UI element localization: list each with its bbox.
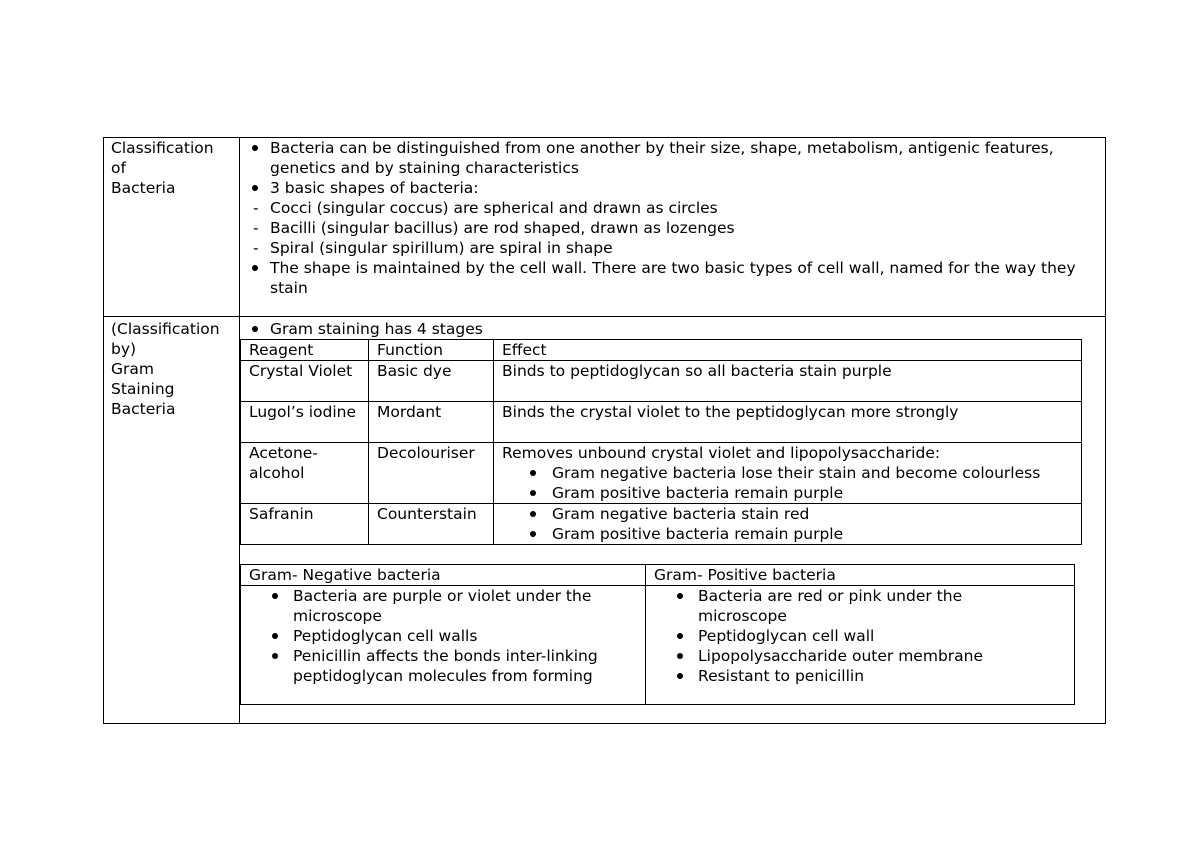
positive-points-list	[646, 586, 1074, 686]
effect-bullet-list	[502, 504, 1081, 544]
section2-label-line: Staining	[111, 380, 175, 398]
section2-content-cell	[240, 317, 1106, 724]
negative-point: Peptidoglycan cell walls	[241, 626, 641, 646]
section1-content-cell	[240, 138, 1106, 317]
effect-cell	[494, 504, 1082, 545]
stage-row	[241, 402, 1082, 443]
stages-header-row	[241, 340, 1082, 361]
classification-table	[103, 137, 1106, 724]
gram-comparison-table	[240, 564, 1075, 705]
effect-cell	[494, 443, 1082, 504]
comparison-header-row	[241, 565, 1075, 586]
reagent-cell: Crystal Violet	[241, 361, 369, 402]
section1-bullet-list-2	[240, 258, 1105, 298]
negative-points-list	[241, 586, 645, 686]
effect-bullet: Gram positive bacteria remain purple	[502, 483, 1081, 503]
stage-row	[241, 443, 1082, 504]
section2-label-line: Bacteria	[111, 400, 176, 418]
reagent-cell: Safranin	[241, 504, 369, 545]
dash-item: - Spiral (singular spirillum) are spiral in shape	[240, 238, 1105, 258]
function-cell: Basic dye	[369, 361, 494, 402]
reagent-cell: Lugol’s iodine	[241, 402, 369, 443]
section1-label-line: of	[111, 159, 126, 177]
header-cell: Effect	[494, 340, 1082, 361]
function-cell: Mordant	[369, 402, 494, 443]
bullet-item: Gram staining has 4 stages	[240, 319, 1105, 339]
effect-cell: Binds to peptidoglycan so all bacteria stain purple	[494, 361, 1082, 402]
section2-label-line: by)	[111, 340, 137, 358]
dash-item: - Cocci (singular coccus) are spherical and drawn as circles	[240, 198, 1105, 218]
positive-point: Lipopolysaccharide outer membrane	[646, 646, 1004, 666]
negative-point: Penicillin affects the bonds inter-linking peptidoglycan molecules from forming	[241, 646, 641, 686]
positive-point: Bacteria are red or pink under the microscope	[646, 586, 1004, 626]
dash-item: - Bacilli (singular bacillus) are rod shaped, drawn as lozenges	[240, 218, 1105, 238]
gram-stages-table	[240, 339, 1082, 545]
positive-header: Gram- Positive bacteria	[646, 565, 1075, 586]
positive-point: Resistant to penicillin	[646, 666, 1004, 686]
section2-label-cell	[104, 317, 240, 724]
bullet-item: Bacteria can be distinguished from one another by their size, shape, metabolism, antigenic features, genetics and by staining characteristics	[240, 138, 1091, 178]
stage-row	[241, 361, 1082, 402]
section2-intro-list	[240, 317, 1105, 339]
negative-point: Bacteria are purple or violet under the microscope	[241, 586, 641, 626]
row-classification	[104, 138, 1106, 317]
function-cell: Decolouriser	[369, 443, 494, 504]
section2-label-line: (Classification	[111, 320, 220, 338]
section1-label-cell	[104, 138, 240, 317]
effect-bullet: Gram negative bacteria stain red	[502, 504, 1081, 524]
effect-text: Removes unbound crystal violet and lipopolysaccharide:	[502, 444, 941, 462]
section1-bullet-list	[240, 138, 1105, 198]
section2-label-line: Gram	[111, 360, 154, 378]
section1-label-line: Bacteria	[111, 179, 176, 197]
function-cell: Counterstain	[369, 504, 494, 545]
negative-cell	[241, 586, 646, 705]
header-cell: Function	[369, 340, 494, 361]
shape-dash-list	[240, 198, 1105, 258]
section1-label-line: Classification	[111, 139, 214, 157]
bullet-item: The shape is maintained by the cell wall. There are two basic types of cell wall, named for the way they stain	[240, 258, 1091, 298]
positive-point: Peptidoglycan cell wall	[646, 626, 1004, 646]
stage-row	[241, 504, 1082, 545]
bullet-item: 3 basic shapes of bacteria:	[240, 178, 1091, 198]
effect-bullet: Gram negative bacteria lose their stain and become colourless	[502, 463, 1081, 483]
effect-cell: Binds the crystal violet to the peptidoglycan more strongly	[494, 402, 1082, 443]
reagent-cell: Acetone-alcohol	[241, 443, 369, 504]
positive-cell	[646, 586, 1075, 705]
comparison-body-row	[241, 586, 1075, 705]
negative-header: Gram- Negative bacteria	[241, 565, 646, 586]
header-cell: Reagent	[241, 340, 369, 361]
effect-bullet: Gram positive bacteria remain purple	[502, 524, 1081, 544]
row-gram-staining	[104, 317, 1106, 724]
effect-bullet-list	[502, 463, 1081, 503]
